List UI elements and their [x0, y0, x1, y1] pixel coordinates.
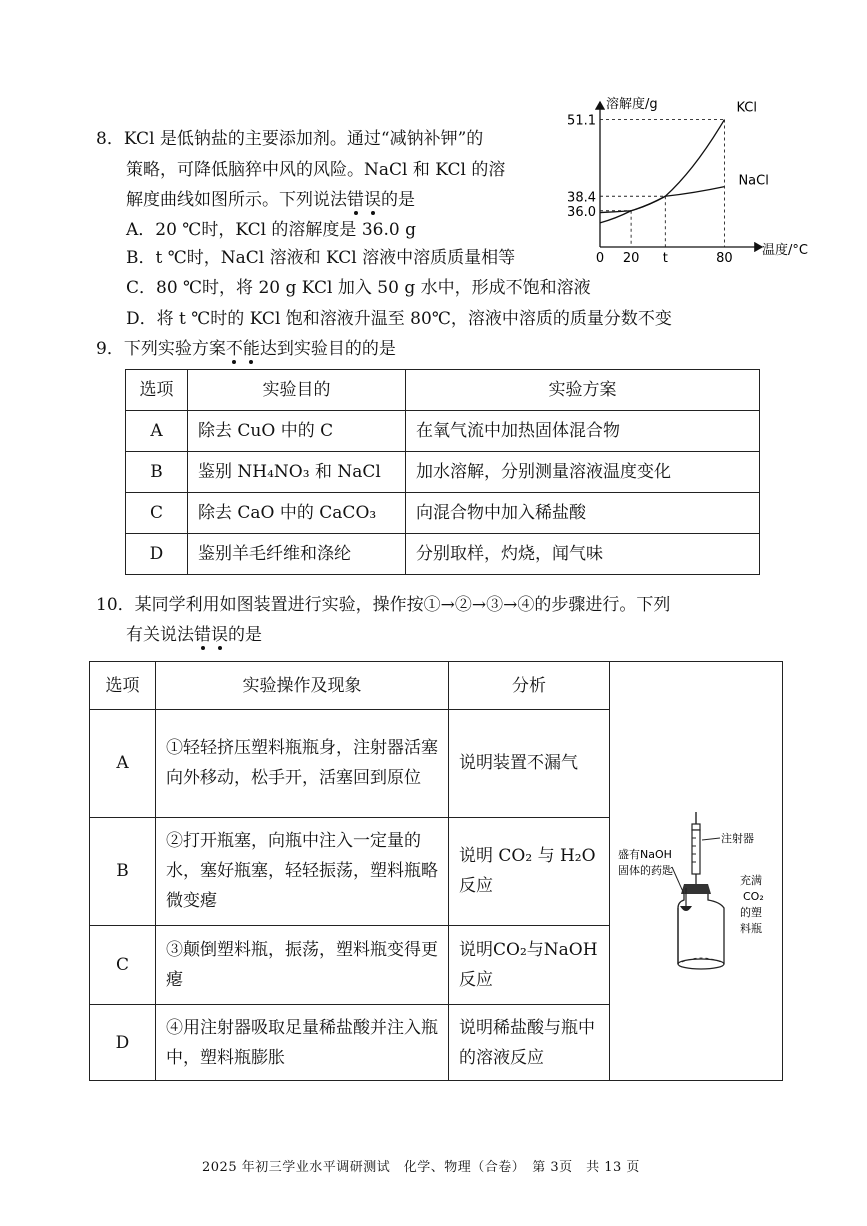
label-syringe: 注射器 — [721, 832, 754, 845]
q9-table — [125, 369, 760, 575]
q8-option-b: B．t ℃时，NaCl 溶液和 KCl 溶液中溶质质量相等 — [126, 248, 516, 268]
q10-row-d-operation: ④用注射器吸取足量稀盐酸并注入瓶中，塑料瓶膨胀 — [156, 1005, 449, 1081]
x-tick-label: 0 — [595, 251, 605, 266]
bottle-icon — [678, 894, 724, 969]
chart-guides — [600, 120, 724, 247]
q9-row-d-plan: 分别取样，灼烧，闻气味 — [406, 534, 760, 575]
q10-header-operation: 实验操作及现象 — [156, 662, 449, 710]
q10-table — [89, 661, 783, 1081]
label-bottle-4: 料瓶 — [740, 922, 762, 935]
label-spoon-2: 固体的药匙 — [618, 864, 673, 877]
q10-row-c-option: C — [90, 926, 156, 1005]
table-row — [126, 452, 760, 493]
q9-row-a-goal: 除去 CuO 中的 C — [188, 411, 406, 452]
q9-row-c-goal: 除去 CaO 中的 CaCO₃ — [188, 493, 406, 534]
q10-row-a-operation: ①轻轻挤压塑料瓶瓶身，注射器活塞向外移动，松手开，活塞回到原位 — [156, 710, 449, 818]
q9-row-c-option: C — [126, 493, 188, 534]
q9-header-goal: 实验目的 — [188, 370, 406, 411]
q10-table-header — [90, 662, 783, 710]
q9-row-b-goal: 鉴别 NH₄NO₃ 和 NaCl — [188, 452, 406, 493]
table-row — [126, 534, 760, 575]
q9-row-c-plan: 向混合物中加入稀盐酸 — [406, 493, 760, 534]
q8-line2: 策略，可降低脑猝中风的风险。NaCl 和 KCl 的溶 — [126, 160, 506, 180]
label-spoon-1: 盛有NaOH — [618, 848, 672, 861]
q10-header-option: 选项 — [90, 662, 156, 710]
kcl-curve — [600, 120, 724, 223]
chart-curves — [600, 120, 724, 223]
q10-row-b-analysis: 说明 CO₂ 与 H₂O 反应 — [449, 817, 610, 926]
q8-line1: 8．KCl 是低钠盐的主要添加剂。通过“减钠补钾”的 — [96, 129, 484, 149]
q9-row-d-goal: 鉴别羊毛纤维和涤纶 — [188, 534, 406, 575]
q10-apparatus-cell — [610, 662, 783, 1081]
q9-header-option: 选项 — [126, 370, 188, 411]
q9-header-plan: 实验方案 — [406, 370, 760, 411]
nacl-curve-label: NaCl — [738, 173, 769, 189]
kcl-curve-label: KCl — [736, 100, 757, 116]
q9-row-b-plan: 加水溶解，分别测量溶液温度变化 — [406, 452, 760, 493]
q10-row-a-option: A — [90, 710, 156, 818]
label-bottle-2: CO₂ — [743, 890, 764, 903]
q10-row-b-operation: ②打开瓶塞，向瓶中注入一定量的水，塞好瓶塞，轻轻振荡，塑料瓶略微变瘪 — [156, 817, 449, 926]
chart-ticks — [567, 101, 769, 266]
q9-table-header — [126, 370, 760, 411]
x-tick-label: 20 — [622, 251, 640, 266]
y-tick-label: 51.1 — [567, 113, 596, 129]
q10-line2: 有关说法错误的是 — [126, 625, 262, 645]
apparatus-figure — [610, 662, 782, 1070]
label-bottle-1: 充满 — [740, 874, 762, 887]
q10-header-analysis: 分析 — [449, 662, 610, 710]
x-tick-label: 80 — [716, 251, 733, 266]
q10-row-c-operation: ③颠倒塑料瓶，振荡，塑料瓶变得更瘪 — [156, 926, 449, 1005]
page-footer: 2025 年初三学业水平调研测试 化学、物理（合卷） 第 3页 共 13 页 — [202, 1160, 640, 1175]
q10-row-d-option: D — [90, 1005, 156, 1081]
x-axis-label: 温度/°C — [762, 243, 808, 258]
label-bottle-3: 的塑 — [740, 906, 762, 919]
table-row — [126, 411, 760, 452]
y-tick-label: 38.4 — [567, 190, 596, 206]
q10-row-b-option: B — [90, 817, 156, 926]
q10-row-c-analysis: 说明CO₂与NaOH反应 — [449, 926, 610, 1005]
x-tick-label: t — [662, 251, 668, 266]
q10-line1: 10．某同学利用如图装置进行实验，操作按①→②→③→④的步骤进行。下列 — [96, 595, 671, 615]
q9-row-a-option: A — [126, 411, 188, 452]
q10-row-d-analysis: 说明稀盐酸与瓶中的溶液反应 — [449, 1005, 610, 1081]
q9-row-b-option: B — [126, 452, 188, 493]
y-axis-label: 溶解度/g — [606, 97, 658, 112]
q10-row-a-analysis: 说明装置不漏气 — [449, 710, 610, 818]
syringe-icon — [692, 812, 700, 888]
q8-option-c: C．80 ℃时，将 20 g KCl 加入 50 g 水中，形成不饱和溶液 — [126, 278, 591, 298]
q8-line3: 解度曲线如图所示。下列说法错误的是 — [126, 190, 415, 210]
q9-row-d-option: D — [126, 534, 188, 575]
nacl-curve — [600, 187, 724, 213]
q9-stem: 9．下列实验方案不能达到实验目的的是 — [96, 339, 396, 359]
y-tick-label: 36.0 — [567, 204, 596, 220]
solubility-chart — [560, 92, 830, 272]
q8-option-a: A．20 ℃时，KCl 的溶解度是 36.0 g — [126, 220, 416, 240]
table-row — [126, 493, 760, 534]
q9-row-a-plan: 在氧气流中加热固体混合物 — [406, 411, 760, 452]
q8-option-d: D．将 t ℃时的 KCl 饱和溶液升温至 80℃，溶液中溶质的质量分数不变 — [126, 309, 672, 329]
